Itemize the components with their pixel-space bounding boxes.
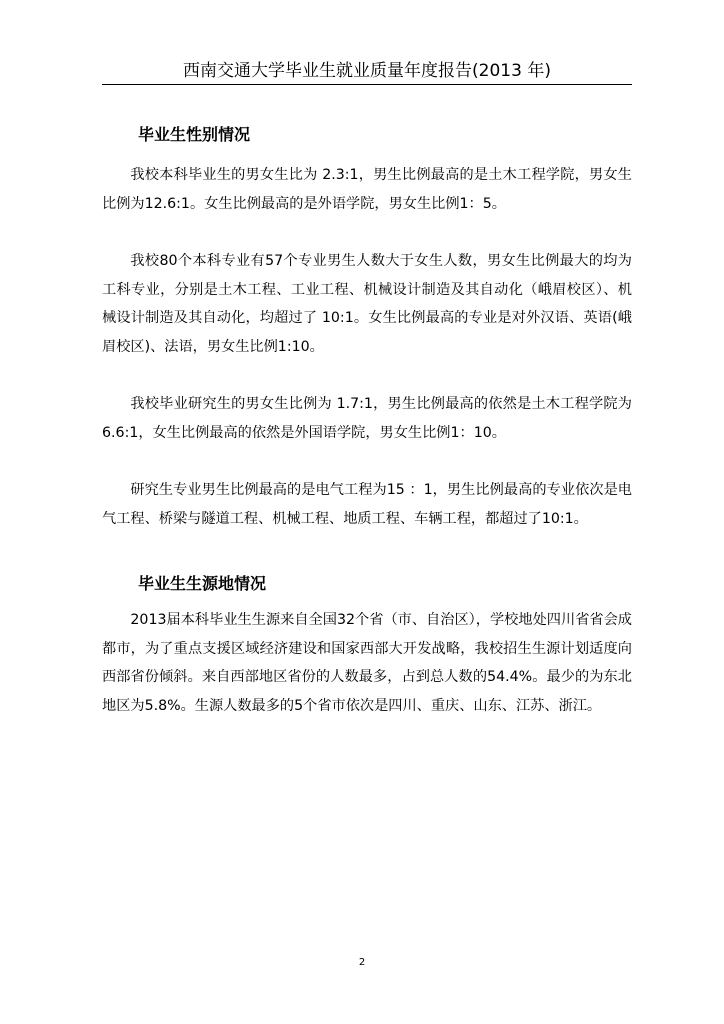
running-header-title: 西南交通大学毕业生就业质量年度报告(2013 年) [183, 61, 551, 81]
paragraph-undergrad-ratio: 我校本科毕业生的男女生比为 2.3:1，男生比例最高的是土木工程学院，男女生比例为12.6:1。女生比例最高的是外语学院，男女生比例1：5。 [102, 167, 632, 212]
page-number: 2 [358, 957, 366, 968]
paragraph-graduate-ratio: 我校毕业研究生的男女生比例为 1.7:1，男生比例最高的依然是土木工程学院为 6.6:1，女生比例最高的依然是外国语学院，男女生比例1：10。 [102, 396, 632, 441]
paragraph-graduate-majors: 研究生专业男生比例最高的是电气工程为15 ：1，男生比例最高的专业依次是电气工程、桥梁与隧道工程、机械工程、地质工程、车辆工程，都超过了10:1。 [102, 482, 632, 527]
paragraph-undergrad-majors: 我校80个本科专业有57个专业男生人数大于女生人数，男女生比例最大的均为工科专业，分别是土木工程、工业工程、机械设计制造及其自动化（峨眉校区）、机械设计制造及其自动化，均超过了 10:1。女生比例最高的专业是对外汉语、英语(峨眉校区)、法语，男女生比例1:10。 [102, 253, 632, 355]
section-heading-origin: 毕业生生源地情况 [138, 574, 267, 593]
section-heading-gender: 毕业生性别情况 [138, 125, 251, 144]
header-divider [102, 84, 632, 85]
paragraph-student-origin: 2013届本科毕业生生源来自全国32个省（市、自治区），学校地处四川省省会成都市，为了重点支援区域经济建设和国家西部大开发战略，我校招生生源计划适度向西部省份倾斜。来自西部地区省份的人数最多，占到总人数的54.4%。最少的为东北地区为5.8%。生源人数最多的5个省市依次是四川、重庆、山东、江苏、浙江。 [102, 612, 632, 714]
